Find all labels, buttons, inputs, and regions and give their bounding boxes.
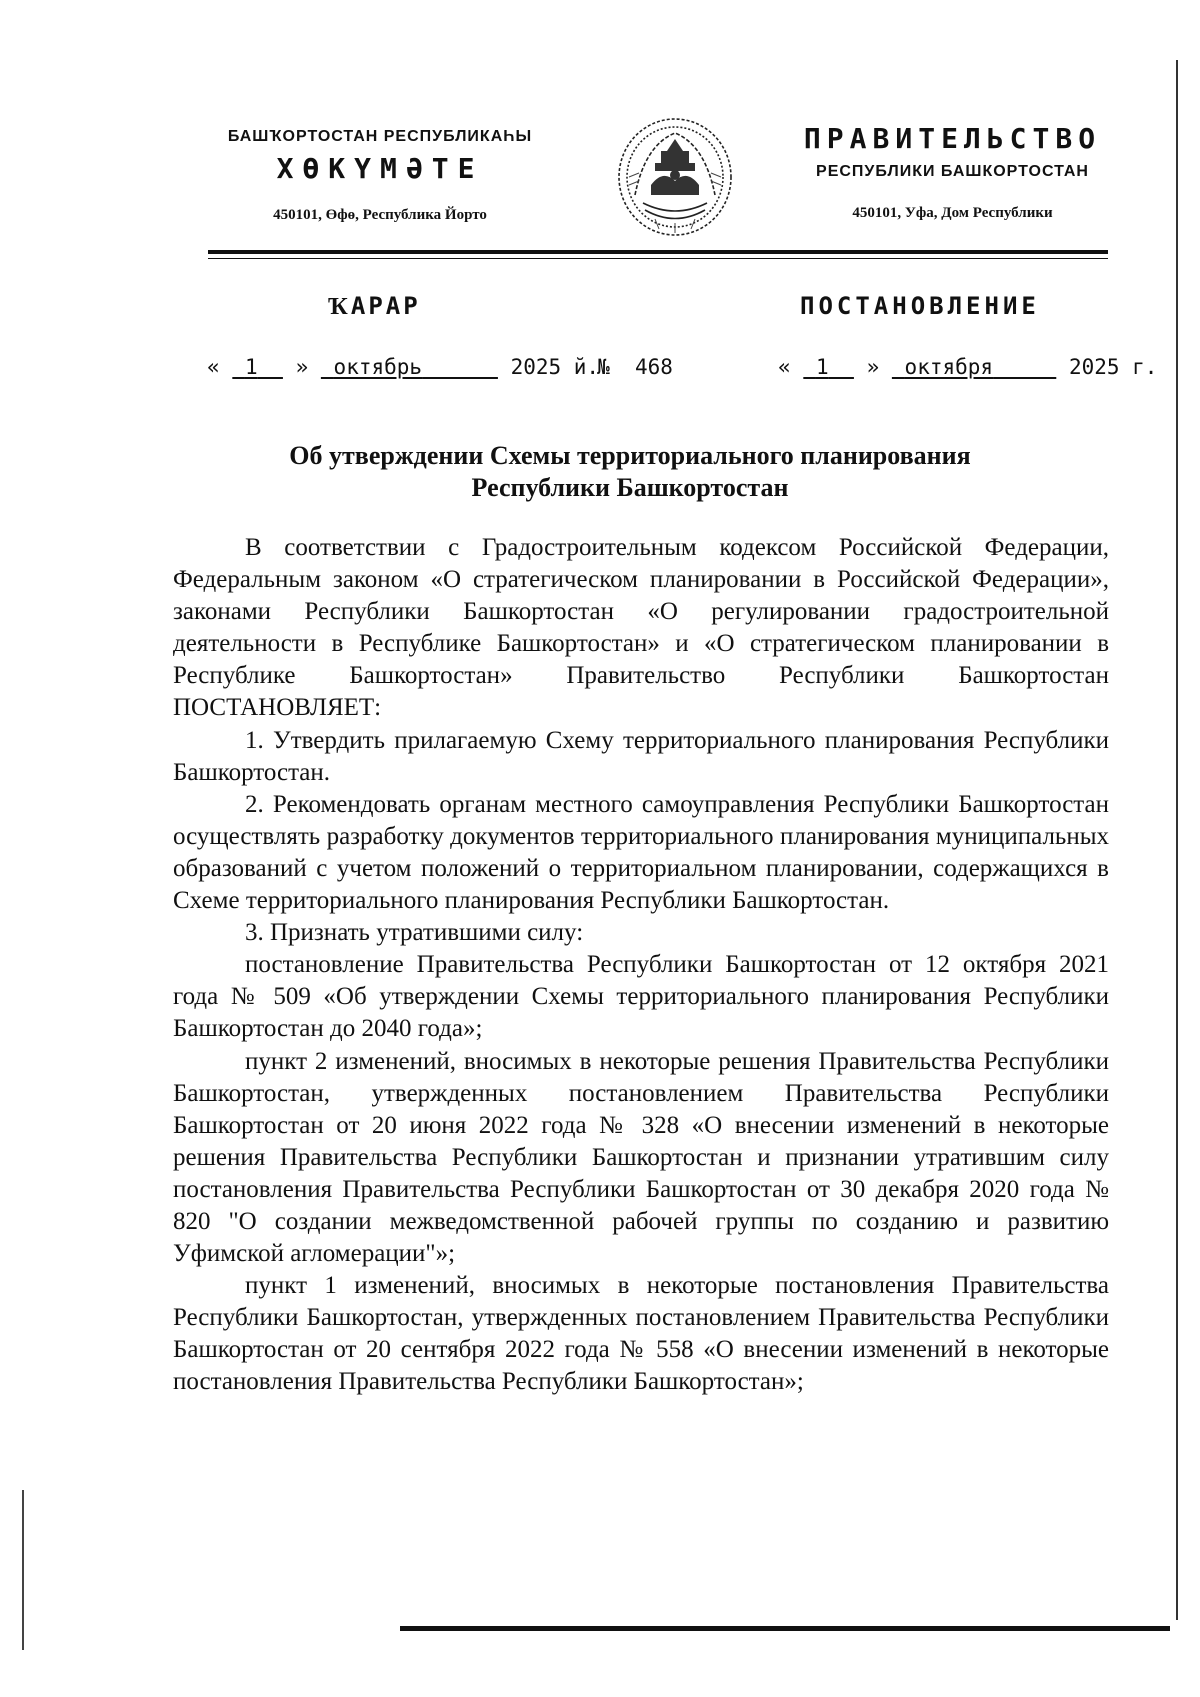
title-line-2: Республики Башкортостан: [471, 473, 789, 502]
paragraph-repeal-3: пункт 1 изменений, вносимых в некоторые постановления Правительства Республики Башкортостан, утвержденных постановлением Правительства Республики Башкортостан от 20 сентября 2022 года № 558 «О внесении изменений в некоторые постановления Правительства Республики Башкортостан»;: [173, 1272, 1109, 1396]
date-day: 1: [244, 355, 258, 379]
doc-type-russian: ПОСТАНОВЛЕНИЕ: [800, 292, 1040, 320]
paragraph-item-1: 1. Утвердить прилагаемую Схему территориального планирования Республики Башкортостан.: [173, 726, 1109, 786]
paragraph-repeal-2: пункт 2 изменений, вносимых в некоторые решения Правительства Республики Башкортостан, утвержденных постановлением Правительства Республики Башкортостан от 20 июня 2022 года № 328 «О внесении изменений в некоторые решения Правительства Республики Башкортостан и признании утратившим силу постановления Правительства Республики Башкортостан от 30 декабря 2020 года № 820 "О создании межведомственной рабочей группы по созданию и развитию Уфимской агломерации"»;: [173, 1047, 1109, 1268]
date-open-quote: «: [207, 355, 220, 379]
scan-edge-left: [22, 1490, 24, 1650]
date-day: 1: [815, 355, 829, 379]
title-line-1: Об утверждении Схемы территориального планирования: [289, 441, 971, 470]
date-russian: [778, 355, 1157, 379]
header-right-address: 450101, Уфа, Дом Республики: [852, 205, 1053, 221]
date-month: октября: [904, 355, 994, 379]
number-value: 468: [634, 355, 673, 379]
scan-edge-bottom: [400, 1626, 1170, 1631]
number-sign: №: [597, 355, 610, 379]
header-right-body: ПРАВИТЕЛЬСТВО: [803, 122, 1102, 155]
scan-edge-right: [1176, 60, 1178, 1620]
date-year: 2025 г.: [1068, 355, 1158, 379]
date-close-quote: »: [866, 355, 880, 379]
date-close-quote: »: [295, 355, 309, 379]
paragraph-repeal-1: постановление Правительства Республики Башкортостан от 12 октября 2021 года № 509 «Об утверждении Схемы территориального планирования Республики Башкортостан до 2040 года»;: [173, 951, 1109, 1043]
header-right-republic: РЕСПУБЛИКИ БАШКОРТОСТАН: [816, 163, 1089, 180]
bashkortostan-emblem-icon: [615, 115, 735, 240]
header-left-body: ХӨКҮМӘТЕ: [276, 152, 484, 185]
header-left-republic: БАШҠОРТОСТАН РЕСПУБЛИКАҺЫ: [227, 128, 533, 145]
date-month: октябрь: [333, 355, 423, 379]
header-left-block: [175, 128, 585, 224]
date-year: 2025 й.: [510, 355, 600, 379]
paragraph-item-2: 2. Рекомендовать органам местного самоуправления Республики Башкортостан осуществлять разработку документов территориального планирования муниципальных образований с учетом положений о территориальном планировании, содержащихся в Схеме территориального планирования Республики Башкортостан.: [173, 790, 1109, 915]
date-open-quote: «: [778, 355, 791, 379]
date-bashkir: [207, 355, 599, 379]
paragraph-preamble: В соответствии с Градостроительным кодексом Российской Федерации, Федеральным законом «О стратегическом планировании в Российской Федерации», законами Республики Башкортостан «О регулировании градостроительной деятельности в Республике Башкортостан» и «О стратегическом планировании в Республике Башкортостан» Правительство Республики Башкортостан ПОСТАНОВЛЯЕТ:: [173, 534, 1109, 722]
header-divider-thick: [208, 250, 1108, 254]
paragraph-item-3: 3. Признать утратившими силу:: [245, 919, 584, 947]
document-title: [180, 440, 1080, 504]
document-number: [597, 355, 673, 379]
header-right-block: [770, 122, 1135, 222]
header-divider-thin: [208, 258, 1108, 259]
document-body: [173, 532, 1109, 1399]
doc-type-bashkir: ҠАРАР: [328, 292, 421, 320]
header-left-address: 450101, Өфө, Республика Йорто: [273, 207, 487, 223]
